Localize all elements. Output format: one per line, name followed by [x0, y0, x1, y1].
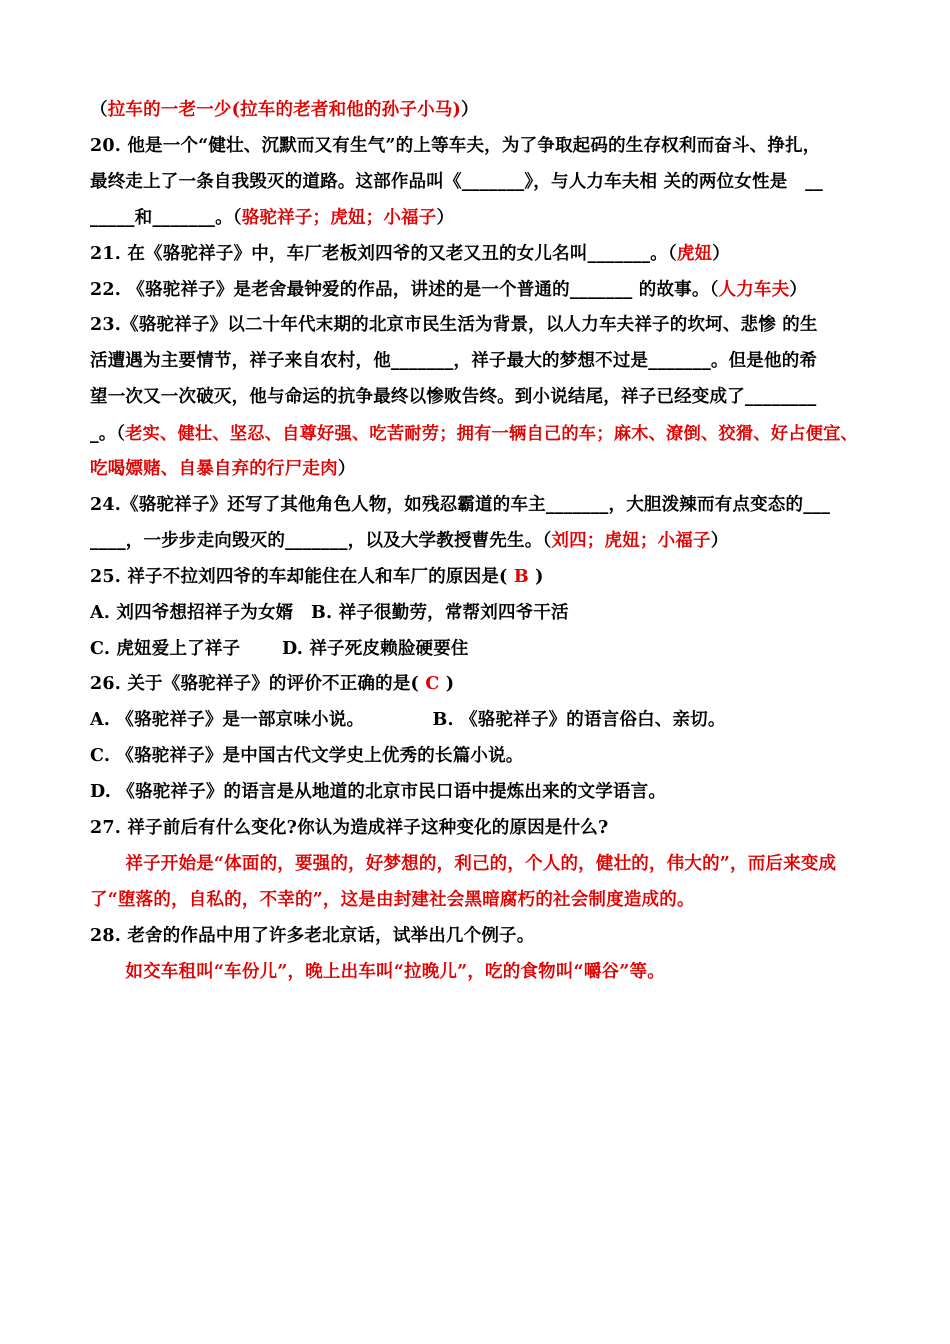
question-text: ）	[460, 100, 479, 120]
text-line	[90, 527, 865, 552]
text-line	[90, 240, 865, 265]
text-line	[90, 778, 865, 803]
text-line	[90, 886, 865, 911]
text-line	[90, 419, 865, 444]
question-text: 最终走上了一条自我毁灭的道路。这部作品叫《_______》，与人力车夫相 关的两位女性是 __	[90, 171, 823, 192]
text-line	[90, 670, 865, 695]
text-line	[90, 311, 865, 336]
text-line	[90, 850, 865, 875]
answer-text: 老实、健壮、坚忍、自尊好强、吃苦耐劳；拥有一辆自己的车；麻木、潦倒、狡猾、好占便宜、	[125, 424, 859, 445]
question-text: ）	[789, 279, 808, 300]
question-text: _。（	[90, 424, 126, 445]
question-text: )	[439, 674, 455, 695]
text-line	[90, 132, 865, 157]
text-line	[90, 563, 865, 588]
question-text: 21. 在《骆驼祥子》中，车厂老板刘四爷的又老又丑的女儿名叫_______。（	[90, 243, 677, 264]
question-text: )	[528, 566, 544, 587]
answer-text: 吃喝嫖赌、自暴自弃的行尸走肉	[90, 459, 338, 479]
question-text: ）	[712, 243, 730, 264]
question-text: A. 《骆驼祥子》是一部京味小说。 B. 《骆驼祥子》的语言俗白、亲切。	[90, 710, 726, 731]
answer-text: 了“堕落的，自私的，不幸的”，这是由封建社会黑暗腐朽的社会制度造成的。	[90, 889, 695, 910]
question-text: （	[90, 100, 108, 120]
question-text: A. 刘四爷想招祥子为女婿 B. 祥子很勤劳，常帮刘四爷干活	[90, 602, 569, 623]
question-text: ）	[337, 459, 356, 479]
text-line	[90, 922, 865, 947]
text-line	[90, 347, 865, 372]
question-text: 23.《骆驼祥子》以二十年代末期的北京市民生活为背景，以人力车夫祥子的坎坷、悲惨 的生	[90, 315, 818, 336]
question-text: D. 《骆驼祥子》的语言是从地道的北京市民口语中提炼出来的文学语言。	[90, 782, 667, 803]
question-text: 22. 《骆驼祥子》是老舍最钟爱的作品，讲述的是一个普通的_______ 的故事。（	[90, 279, 719, 300]
text-line	[90, 635, 865, 660]
answer-text: C	[425, 674, 440, 695]
question-text: 24.《骆驼祥子》还写了其他角色人物，如残忍霸道的车主_______，大胆泼辣而有点变态的___	[90, 494, 831, 515]
text-line	[90, 96, 865, 121]
answer-text: 如交车租叫“车份儿”，晚上出车叫“拉晚儿”，吃的食物叫“嚼谷”等。	[90, 961, 665, 982]
question-text: 活遭遇为主要情节，祥子来自农村，他_______，祥子最大的梦想不过是_______。但是他的希	[90, 351, 818, 372]
text-line	[90, 706, 865, 731]
answer-text: 虎妞	[676, 243, 713, 264]
answer-text: 人力车夫	[718, 279, 790, 300]
question-text: ）	[710, 530, 729, 551]
question-text: _____和_______。（	[90, 207, 242, 228]
text-line	[90, 814, 865, 839]
text-line	[90, 742, 865, 767]
question-text: 望一次又一次破灭，他与命运的抗争最终以惨败告终。到小说结尾，祥子已经变成了________	[90, 387, 817, 408]
question-text: ____，一步步走向毁灭的_______，以及大学教授曹先生。（	[90, 530, 552, 551]
question-text: 20. 他是一个“健壮、沉默而又有生气”的上等车夫，为了争取起码的生存权利而奋斗、挣扎，	[90, 135, 821, 156]
text-line	[90, 383, 865, 408]
answer-text: 骆驼祥子；虎妞；小福子	[241, 207, 437, 228]
question-text: C. 虎妞爱上了祥子 D. 祥子死皮赖脸硬要住	[90, 638, 469, 659]
text-line	[90, 455, 865, 480]
text-line	[90, 204, 865, 229]
text-line	[90, 599, 865, 624]
question-text: 26. 关于《骆驼祥子》的评价不正确的是(	[90, 674, 426, 695]
text-line	[90, 491, 865, 516]
question-text: 27. 祥子前后有什么变化?你认为造成祥子这种变化的原因是什么?	[90, 818, 609, 838]
question-text: 25. 祥子不拉刘四爷的车却能住在人和车厂的原因是(	[90, 566, 514, 587]
text-line	[90, 276, 865, 301]
answer-text: 刘四；虎妞；小福子	[551, 530, 711, 551]
answer-text: 祥子开始是“体面的，要强的，好梦想的，利己的，个人的，健壮的，伟大的”，而后来变成	[90, 853, 837, 874]
question-text: 28. 老舍的作品中用了许多老北京话，试举出几个例子。	[90, 925, 535, 946]
text-line	[90, 958, 865, 983]
answer-text: 拉车的一老一少(拉车的老者和他的孙子小马)	[107, 100, 461, 120]
text-line	[90, 168, 865, 193]
answer-text: B	[513, 566, 529, 587]
question-text: ）	[436, 207, 455, 228]
question-text: C. 《骆驼祥子》是中国古代文学史上优秀的长篇小说。	[90, 746, 524, 767]
